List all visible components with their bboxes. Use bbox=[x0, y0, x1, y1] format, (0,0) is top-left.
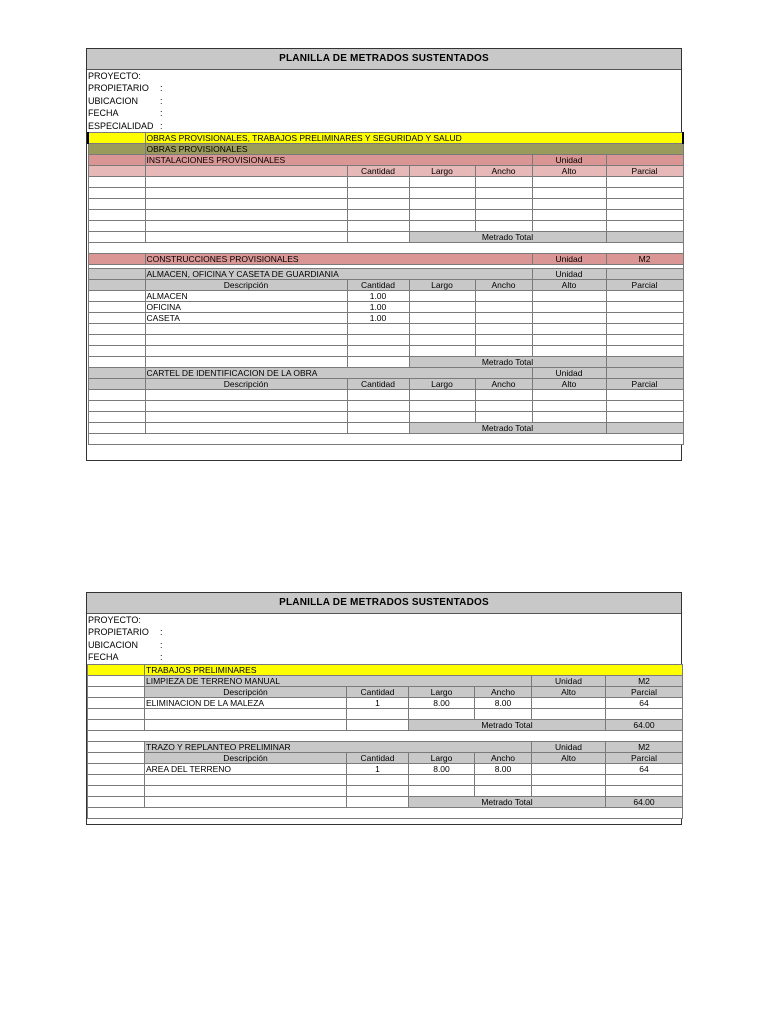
row-cantidad: 1.00 bbox=[347, 301, 409, 312]
table-row bbox=[88, 708, 683, 719]
unidad-value: M2 bbox=[606, 253, 683, 264]
info-row-fecha bbox=[88, 651, 681, 663]
col-header-ancho: Ancho bbox=[475, 752, 532, 763]
table-row bbox=[88, 807, 683, 818]
total-label: Metrado Total bbox=[409, 796, 606, 807]
col-header-parcial: Parcial bbox=[606, 279, 683, 290]
group-header-row bbox=[88, 675, 683, 686]
info-label: UBICACION bbox=[88, 639, 139, 650]
total-label: Metrado Total bbox=[409, 422, 606, 433]
col-header-parcial: Parcial bbox=[606, 686, 683, 697]
unidad-label: Unidad bbox=[532, 675, 606, 686]
table-row bbox=[88, 774, 683, 785]
table-row bbox=[88, 730, 683, 741]
table-row bbox=[88, 198, 683, 209]
unidad-value: M2 bbox=[606, 741, 683, 752]
row-alto bbox=[532, 763, 606, 774]
col-header-cantidad: Cantidad bbox=[347, 686, 409, 697]
metrados-sheet-2 bbox=[86, 592, 682, 825]
unidad-label: Unidad bbox=[532, 154, 606, 165]
col-header-descripcion: Descripción bbox=[145, 752, 347, 763]
table-row bbox=[88, 389, 683, 400]
col-header-alto: Alto bbox=[532, 686, 606, 697]
table-row bbox=[88, 411, 683, 422]
col-header-alto: Alto bbox=[532, 378, 606, 389]
metrados-sheet-1 bbox=[86, 48, 682, 461]
group-title: ALMACEN, OFICINA Y CASETA DE GUARDIANIA bbox=[145, 268, 532, 279]
col-header-largo: Largo bbox=[409, 378, 475, 389]
col-header-alto: Alto bbox=[532, 165, 606, 176]
info-label: FECHA bbox=[88, 652, 119, 663]
info-row-ubicacion bbox=[88, 95, 681, 107]
row-alto bbox=[532, 697, 606, 708]
column-header-row bbox=[88, 279, 683, 290]
info-row-proyecto bbox=[88, 70, 681, 82]
column-header-row bbox=[88, 378, 683, 389]
col-header-alto: Alto bbox=[532, 752, 606, 763]
row-descripcion: AREA DEL TERRENO bbox=[145, 763, 347, 774]
row-descripcion: ALMACEN bbox=[145, 290, 347, 301]
info-label: ESPECIALIDAD bbox=[88, 120, 154, 131]
col-header-ancho: Ancho bbox=[475, 279, 532, 290]
info-label: PROPIETARIO bbox=[88, 83, 149, 94]
info-colon: : bbox=[160, 639, 163, 650]
col-header-descripcion: Descripción bbox=[145, 378, 347, 389]
group-header-row bbox=[88, 268, 683, 279]
col-header-largo: Largo bbox=[409, 752, 475, 763]
table-row bbox=[88, 323, 683, 334]
group-header-row bbox=[88, 367, 683, 378]
col-header-ancho: Ancho bbox=[475, 378, 532, 389]
info-colon: : bbox=[160, 627, 163, 638]
group-title: LIMPIEZA DE TERRENO MANUAL bbox=[145, 675, 532, 686]
info-row-proyecto bbox=[88, 614, 681, 626]
group-title: CONSTRUCCIONES PROVISIONALES bbox=[145, 253, 532, 264]
total-label: Metrado Total bbox=[409, 356, 606, 367]
col-header-largo: Largo bbox=[409, 686, 475, 697]
col-header-alto: Alto bbox=[532, 279, 606, 290]
info-row-fecha bbox=[88, 107, 681, 119]
table-row bbox=[88, 763, 683, 774]
info-colon: : bbox=[160, 120, 163, 131]
table-row bbox=[88, 312, 683, 323]
table-row bbox=[88, 209, 683, 220]
info-colon: : bbox=[160, 108, 163, 119]
info-row-propietario bbox=[88, 626, 681, 638]
col-header-cantidad: Cantidad bbox=[347, 165, 409, 176]
col-header-ancho: Ancho bbox=[475, 686, 532, 697]
col-header-descripcion: Descripción bbox=[145, 279, 347, 290]
row-cantidad: 1.00 bbox=[347, 290, 409, 301]
section-title: OBRAS PROVISIONALES, TRABAJOS PRELIMINARES Y SEGURIDAD Y SALUD bbox=[145, 132, 683, 143]
total-label: Metrado Total bbox=[409, 231, 606, 242]
row-cantidad: 1.00 bbox=[347, 312, 409, 323]
info-row-propietario bbox=[88, 82, 681, 94]
col-header bbox=[145, 165, 347, 176]
unidad-label: Unidad bbox=[532, 253, 606, 264]
section-header-row bbox=[88, 132, 683, 143]
group-header-row bbox=[88, 741, 683, 752]
row-descripcion: ELIMINACION DE LA MALEZA bbox=[145, 697, 347, 708]
table-row bbox=[88, 433, 683, 444]
row-descripcion: CASETA bbox=[145, 312, 347, 323]
total-row bbox=[88, 422, 683, 433]
row-ancho: 8.00 bbox=[475, 697, 532, 708]
project-info bbox=[87, 614, 681, 664]
col-header-parcial: Parcial bbox=[606, 752, 683, 763]
info-colon: : bbox=[160, 95, 163, 106]
info-label: PROYECTO: bbox=[88, 615, 141, 625]
col-header-cantidad: Cantidad bbox=[347, 752, 409, 763]
total-row bbox=[88, 796, 683, 807]
row-parcial: 64 bbox=[606, 697, 683, 708]
subsection-row bbox=[88, 143, 683, 154]
unidad-label: Unidad bbox=[532, 741, 606, 752]
table-row bbox=[88, 400, 683, 411]
group-title: CARTEL DE IDENTIFICACION DE LA OBRA bbox=[145, 367, 532, 378]
table-row bbox=[88, 785, 683, 796]
sheet-title: PLANILLA DE METRADOS SUSTENTADOS bbox=[87, 593, 681, 614]
unidad-label: Unidad bbox=[532, 268, 606, 279]
total-value: 64.00 bbox=[606, 719, 683, 730]
row-largo: 8.00 bbox=[409, 697, 475, 708]
table-row bbox=[88, 697, 683, 708]
info-label: PROPIETARIO bbox=[88, 627, 149, 638]
table-row bbox=[88, 187, 683, 198]
col-header-ancho: Ancho bbox=[475, 165, 532, 176]
col-header-parcial: Parcial bbox=[606, 165, 683, 176]
table-row bbox=[88, 176, 683, 187]
info-colon: : bbox=[160, 652, 163, 663]
total-label: Metrado Total bbox=[409, 719, 606, 730]
subsection-title: OBRAS PROVISIONALES bbox=[145, 143, 683, 154]
col-header-cantidad: Cantidad bbox=[347, 279, 409, 290]
row-cantidad: 1 bbox=[347, 763, 409, 774]
row-cantidad: 1 bbox=[347, 697, 409, 708]
spacer-row bbox=[88, 242, 683, 253]
group-header-row bbox=[88, 253, 683, 264]
metrados-table-2 bbox=[87, 664, 683, 819]
sheet-title: PLANILLA DE METRADOS SUSTENTADOS bbox=[87, 49, 681, 70]
info-row-ubicacion bbox=[88, 639, 681, 651]
total-row bbox=[88, 356, 683, 367]
row-parcial: 64 bbox=[606, 763, 683, 774]
column-header-row bbox=[88, 752, 683, 763]
col-header-cantidad: Cantidad bbox=[347, 378, 409, 389]
total-row bbox=[88, 719, 683, 730]
info-label: UBICACION bbox=[88, 95, 139, 106]
section-title: TRABAJOS PRELIMINARES bbox=[145, 664, 683, 675]
col-header-descripcion: Descripción bbox=[145, 686, 347, 697]
table-row bbox=[88, 334, 683, 345]
table-row bbox=[88, 345, 683, 356]
group-title: TRAZO Y REPLANTEO PRELIMINAR bbox=[145, 741, 532, 752]
total-value: 64.00 bbox=[606, 796, 683, 807]
project-info bbox=[87, 70, 681, 132]
row-largo: 8.00 bbox=[409, 763, 475, 774]
col-header-parcial: Parcial bbox=[606, 378, 683, 389]
column-header-row bbox=[88, 165, 683, 176]
group-header-row bbox=[88, 154, 683, 165]
col-header-largo: Largo bbox=[409, 279, 475, 290]
info-label: FECHA bbox=[88, 108, 119, 119]
info-row-especialidad bbox=[88, 120, 681, 132]
info-colon: : bbox=[160, 83, 163, 94]
group-title: INSTALACIONES PROVISIONALES bbox=[145, 154, 532, 165]
column-header-row bbox=[88, 686, 683, 697]
unidad-label: Unidad bbox=[532, 367, 606, 378]
total-row bbox=[88, 231, 683, 242]
metrados-table-1 bbox=[87, 132, 684, 445]
row-ancho: 8.00 bbox=[475, 763, 532, 774]
table-row bbox=[88, 301, 683, 312]
table-row bbox=[88, 290, 683, 301]
section-header-row bbox=[88, 664, 683, 675]
col-header-largo: Largo bbox=[409, 165, 475, 176]
row-descripcion: OFICINA bbox=[145, 301, 347, 312]
unidad-value: M2 bbox=[606, 675, 683, 686]
info-label: PROYECTO: bbox=[88, 71, 141, 81]
table-row bbox=[88, 220, 683, 231]
